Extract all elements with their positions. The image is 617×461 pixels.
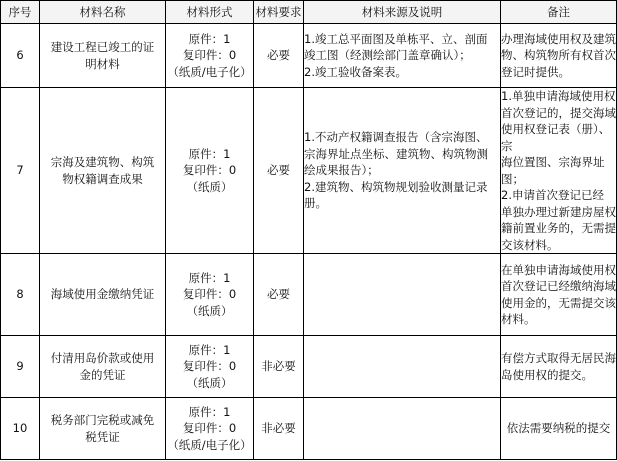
row-no: 8 <box>1 254 40 336</box>
form-medium: （纸质） <box>186 303 233 318</box>
remark-line: 在单独申请海域使用权 <box>501 262 616 277</box>
material-name-line: 金的凭证 <box>79 367 126 382</box>
form-medium: （纸质/电子化） <box>167 64 252 79</box>
remark-line: 首次登记的，提交海域 <box>501 105 616 120</box>
header-no: 序号 <box>1 1 40 24</box>
remark-line: 使用金的，无需提交该 <box>501 295 616 310</box>
header-source: 材料来源及说明 <box>304 1 501 24</box>
row-no: 7 <box>1 88 40 254</box>
material-remark <box>501 398 617 460</box>
remark-line: 籍前置业务的，无需提 <box>501 221 616 235</box>
header-remark: 备注 <box>501 1 617 24</box>
remark-line: 材料。 <box>501 312 536 326</box>
remark-line: 岛使用权的提交。 <box>501 367 593 382</box>
row-no: 9 <box>1 336 40 398</box>
material-remark <box>501 88 617 254</box>
header-requirement: 材料要求 <box>254 1 304 24</box>
remark-line: 办理海域使用权及建筑 <box>501 31 616 46</box>
source-line: 1.不动产权籍调查报告（含宗海图、 <box>304 130 488 145</box>
remark-line: 登记时提供。 <box>501 64 570 79</box>
material-form <box>166 254 254 336</box>
table-header-row <box>1 1 617 24</box>
material-name <box>40 398 166 460</box>
material-name <box>40 88 166 254</box>
remark-line: 首次登记已经缴纳海域 <box>501 279 616 293</box>
material-name <box>40 336 166 398</box>
material-form <box>166 398 254 460</box>
material-form <box>166 336 254 398</box>
remark-line: 依法需要纳税的提交 <box>506 421 611 436</box>
source-line: 绘成果报告）； <box>304 163 379 178</box>
table-row <box>1 24 617 88</box>
table-row <box>1 336 617 398</box>
form-copy: 复印件：0 <box>182 359 237 374</box>
material-requirement: 非必要 <box>254 398 304 460</box>
material-remark <box>501 336 617 398</box>
material-source <box>304 336 501 398</box>
material-form <box>166 88 254 254</box>
form-copy: 复印件：0 <box>182 163 237 178</box>
material-requirement: 必要 <box>254 88 304 254</box>
row-no: 6 <box>1 24 40 88</box>
material-name-line: 税凭证 <box>85 429 120 444</box>
form-copy: 复印件：0 <box>182 421 237 436</box>
form-original: 原件：1 <box>188 404 231 419</box>
material-name <box>40 254 166 336</box>
material-name-line: 建设工程已竣工的证 <box>50 40 155 54</box>
form-original: 原件：1 <box>188 342 231 357</box>
remark-line: 海位置图、宗海界址图； <box>501 155 605 186</box>
form-copy: 复印件：0 <box>182 48 237 63</box>
source-line: 宗海界址点坐标、建筑物、构筑物测 <box>304 146 488 161</box>
material-requirement: 必要 <box>254 254 304 336</box>
form-original: 原件：1 <box>188 146 231 161</box>
material-name-line: 物权籍调查成果 <box>62 171 143 186</box>
table-row <box>1 254 617 336</box>
source-line: 2.竣工验收备案表。 <box>304 64 407 79</box>
table-row <box>1 398 617 460</box>
source-line: 2.建筑物、构筑物规划验收测量记录 <box>304 179 488 194</box>
material-requirement: 非必要 <box>254 336 304 398</box>
header-form: 材料形式 <box>166 1 254 24</box>
form-medium: （纸质） <box>186 375 233 390</box>
form-copy: 复印件：0 <box>182 287 237 302</box>
source-line: 1.竣工总平面图及单栋平、立、剖面 <box>304 31 488 46</box>
material-remark <box>501 24 617 88</box>
remark-line: 单独办理过新建房屋权 <box>501 204 616 219</box>
source-line: 竣工图（经测绘部门盖章确认）； <box>304 48 471 63</box>
row-no: 10 <box>1 398 40 460</box>
material-source <box>304 24 501 88</box>
material-name-line: 明材料 <box>85 56 120 71</box>
material-source <box>304 398 501 460</box>
remark-line: 使用权登记表（册）、宗 <box>501 122 611 153</box>
material-remark <box>501 254 617 336</box>
material-source <box>304 254 501 336</box>
form-medium: （纸质） <box>186 179 233 194</box>
remark-line: 物、构筑物所有权首次 <box>501 48 616 63</box>
material-name-line: 宗海及建筑物、构筑 <box>50 155 155 169</box>
remark-line: 交该材料。 <box>501 237 559 252</box>
material-name <box>40 24 166 88</box>
remark-line: 1.单独申请海域使用权 <box>501 89 616 103</box>
remark-line: 有偿方式取得无居民海 <box>501 351 616 365</box>
form-medium: （纸质/电子化） <box>167 437 252 452</box>
form-original: 原件：1 <box>188 31 231 46</box>
header-name: 材料名称 <box>40 1 166 24</box>
table-row <box>1 88 617 254</box>
source-line: 册。 <box>304 196 327 211</box>
material-name-line: 付清用岛价款或使用 <box>50 351 155 365</box>
remark-line: 2.申请首次登记已经 <box>501 188 604 202</box>
material-name-line: 税务部门完税或减免 <box>50 413 155 427</box>
material-source <box>304 88 501 254</box>
material-form <box>166 24 254 88</box>
form-original: 原件：1 <box>188 270 231 285</box>
material-name-line: 海域使用金缴纳凭证 <box>50 287 155 302</box>
material-requirement: 必要 <box>254 24 304 88</box>
